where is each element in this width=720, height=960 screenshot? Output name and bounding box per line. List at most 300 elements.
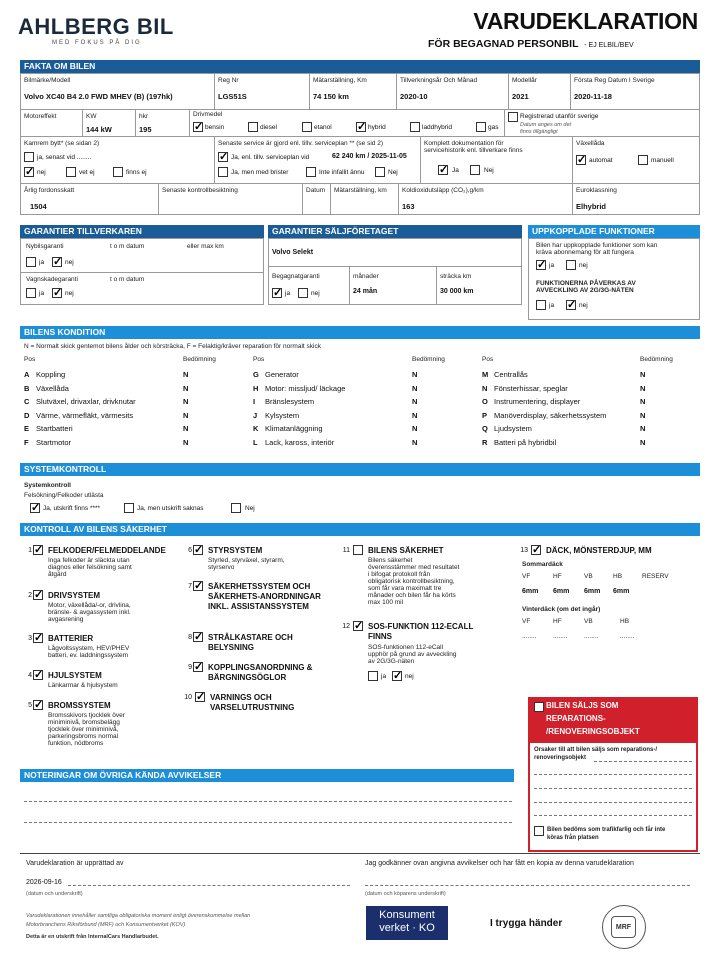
mrf-seal [602,905,646,949]
kondition-grade-f: N [183,438,189,447]
trygga-hander: I trygga händer [490,918,563,929]
item-12-desc-2: upphör på grund av avveckling [368,651,457,658]
item-9-number: 9 [188,664,192,671]
sos-ja-label: ja [381,673,387,680]
summer-vb-value: 6mm [584,588,601,595]
item-8-checkbox[interactable] [193,632,203,642]
trafikfarlig-label-1: Bilen bedöms som trafikfarlig och får inte [547,827,666,833]
dok-ja-checkbox[interactable] [438,165,448,175]
item-3-number: 3 [28,635,32,642]
buyer-signature-hint: (datum och köparens underskrift) [365,891,446,897]
trafikfarlig-checkbox[interactable] [534,826,544,836]
service-infallit-checkbox[interactable] [306,167,316,177]
vaxel-label: Växellåda [576,140,605,147]
item-5-desc-2: miniminivå, bromsbelägg [48,719,120,726]
mrf-seal-inner: MRF [611,916,636,938]
item-5-desc-3: tjocklek över miniminivå, [48,726,119,733]
kov-line-2: verket · KO [379,922,435,934]
tillv-label: Tillverkningsår Och Månad [400,77,478,84]
item-5-desc-5: funktion, nödbroms [48,740,104,747]
tire-col-reserv: RESERV [642,573,669,580]
beg-nej-checkbox[interactable] [298,288,308,298]
section-uppkopplade-header: UPPKOPPLADE FUNKTIONER [528,225,700,238]
uppkopplade-text-2: kräva abonnemang för att fungera [536,249,634,256]
winter-col-hb: HB [620,618,630,625]
item-4-checkbox[interactable] [33,670,43,680]
item-2-desc-1: Motor, växellåda/-or, drivlina, [48,602,131,609]
item-3-desc-1: Lågvoltssystem, HEV/PHEV [48,645,130,652]
kondition-grade-g: N [412,370,418,379]
item-1-number: 1 [28,547,32,554]
kov-line-1: Konsument [379,909,435,921]
drivmedel-label: Drivmedel [193,111,223,118]
service-label: Senaste service är gjord enl. tillv. serviceplan ** (se sid 2) [218,140,383,147]
felkod-utskrift-checkbox[interactable] [30,503,40,513]
kondition-pos-b: B [24,383,30,393]
stracka-label: sträcka km [440,273,472,280]
subtitle-suffix: - EJ ELBIL/BEV [584,42,634,49]
reparation-title-2: REPARATIONS- [546,714,606,723]
systemkontroll-subtitle: Systemkontroll [24,482,71,489]
sos-ja-checkbox[interactable] [368,671,378,681]
item-11-title: BILENS SÄKERHET [368,546,444,555]
kondition-name-i: Bränslesystem [265,397,315,407]
fuel-etanol-label: etanol [314,124,332,131]
påverkas-text-1: FUNKTIONERNA PÅVERKAS AV [536,280,636,287]
pos-header-3: Pos [482,356,494,363]
fuel-hybrid-label: hybrid [368,124,386,131]
item-1-desc-1: Inga felkoder är släckta utan [48,557,130,564]
fuel-hybrid-checkbox[interactable] [356,122,366,132]
fuel-gas-label: gas [488,124,499,131]
reparation-reason-2: renoveringsobjekt [534,755,587,761]
kondition-grade-e: N [183,424,189,434]
model-value: Volvo XC40 B4 2.0 FWD MHEV (B) (197hk) [24,92,173,101]
item-8-title: STRÅLKASTARE OCH BELYSNING [208,633,293,652]
vaxel-manuell-checkbox[interactable] [638,155,648,165]
grade-header-2: Bedömning [412,356,445,363]
dok-label-2: servicehistorik enl. tillverkare finns [424,147,523,154]
tire-col-vf: VF [522,573,531,580]
item-12-number: 12 [342,623,350,630]
item-2-title: DRIVSYSTEM [48,591,101,600]
kondition-name-b: Växellåda [36,383,69,393]
felkod-saknas-checkbox[interactable] [124,503,134,513]
kondition-name-l: Lack, kaross, interiör [265,438,335,447]
fuel-laddhybrid-label: laddhybrid [422,124,452,131]
beg-nej-label: nej [311,290,320,297]
kondition-grade-n: N [640,383,646,393]
kondition-grade-j: N [412,410,418,420]
disclaimer-2: Motorbranchens Riksförbund (MRF) och Konsumentverket (KOV) [26,922,186,928]
kamrem-finnsej-label: finns ej [126,169,147,176]
forsta-reg-label: Första Reg Datum I Sverige [574,77,655,84]
beg-garanti-label: Begagnatgaranti [272,273,320,280]
item-6-desc-1: Styrled, styrväxel, styrarm, [208,557,285,564]
trafikfarlig-label-2: köras från platsen [547,835,599,841]
item-2-number: 2 [28,592,32,599]
vagn-ja-label: ja [39,290,45,297]
kondition-pos-o: O [482,397,488,407]
winter-tire-label: Vinterdäck (om det ingår) [522,606,601,613]
section-sakerhet-header: KONTROLL AV BILENS SÄKERHET [20,523,700,536]
kondition-name-q: Ljudsystem [494,424,532,434]
kamrem-vetej-label: vet ej [79,169,95,176]
kondition-legend: N = Normalt skick gentemot bilens ålder och körsträcka, F = Felaktig/kräver reparation för normalt skick [24,343,321,350]
regnr-value: LGS51S [218,92,247,101]
item-3-title: BATTERIER [48,634,94,643]
item-12-desc-1: SOS-funktionen 112-eCall [368,644,444,651]
kamrem-nej-label: nej [37,169,46,176]
item-9-title: KOPPLINGSANORDNING & BÄRGNINGSÖGLOR [208,663,313,682]
fuel-diesel-checkbox[interactable] [248,122,258,132]
kondition-pos-p: P [482,410,488,420]
kamrem-senast-label: ja, senast vid ........ [37,154,92,161]
godkanner-label: Jag godkänner ovan angivna avvikelser och har fått en kopia av denna varudeklaration [365,860,634,867]
dok-ja-label: Ja [452,167,459,174]
hkr-label: hkr [139,113,149,120]
section-garanti-salj-header: GARANTIER SÄLJFÖRETAGET [268,225,522,238]
påverkas-nej-label: nej [579,302,588,309]
kondition-name-h: Motor: missljud/ läckage [265,383,346,393]
item-10-checkbox[interactable] [195,692,205,702]
noteringar-line-1[interactable] [24,801,512,802]
winter-col-vb: VB [584,618,593,625]
reparation-line-5[interactable] [534,815,692,816]
nybil-max-label: eller max km [187,243,224,250]
beg-ja-checkbox[interactable] [272,288,282,298]
tire-col-hf: HF [553,573,562,580]
logo: AHLBERG BIL [18,14,174,39]
kondition-pos-f: F [24,438,29,447]
kondition-name-d: Värme, värmefläkt, värmesits [36,410,134,420]
reparation-title-3: /RENOVERINGSOBJEKT [546,727,640,736]
fuel-etanol-checkbox[interactable] [302,122,312,132]
section-fakta-header: FAKTA OM BILEN [20,60,700,73]
kondition-name-a: Koppling [36,370,66,379]
felkod-utskrift-label: Ja, utskrift finns **** [43,505,101,512]
euro-value: Elhybrid [576,202,607,211]
summer-tire-label: Sommardäck [522,561,563,568]
item-9-checkbox[interactable] [193,662,203,672]
item-11-number: 11 [342,547,350,554]
datum-label: Datum [306,187,326,194]
nybil-nej-checkbox[interactable] [52,257,62,267]
item-12-checkbox[interactable] [353,621,363,631]
nybil-tom-label: t o m datum [110,243,145,250]
item-1-checkbox[interactable] [33,545,43,555]
dok-label-1: Komplett dokumentation för [424,140,504,147]
kondition-grade-r: N [640,438,646,447]
modellar-value: 2021 [512,92,529,101]
item-13-checkbox[interactable] [531,545,541,555]
subtitle-main: FÖR BEGAGNAD PERSONBIL [428,38,579,50]
påverkas-ja-checkbox[interactable] [536,300,546,310]
item-11-desc-7: max 100 mil [368,599,404,606]
vaxel-manuell-label: manuell [651,157,674,164]
winter-col-vf: VF [522,618,531,625]
pos-header-1: Pos [24,356,36,363]
kondition-grade-k: N [412,424,418,434]
item-11-desc-1: Bilens säkerhet [368,557,413,564]
kondition-grade-c: N [183,397,189,407]
vagn-nej-checkbox[interactable] [52,288,62,298]
hkr-value: 195 [139,125,152,134]
kondition-name-c: Slutväxel, drivaxlar, drivknutar [36,397,136,407]
kondition-grade-d: N [183,410,189,420]
item-2-desc-2: bränsle- & avgassystem inkl. [48,609,131,616]
item-4-desc-1: Länkarmar & hjulsystem [48,682,118,689]
kondition-name-e: Startbatteri [36,424,73,434]
item-5-desc-4: parkeringsbroms normal [48,733,119,740]
uppkopplade-nej-checkbox[interactable] [566,260,576,270]
kw-value: 144 kW [86,125,112,134]
registrerad-utanfor-checkbox[interactable] [508,112,518,122]
uppkopplade-nej-label: nej [579,262,588,269]
felkod-nej-checkbox[interactable] [231,503,241,513]
kondition-grade-a: N [183,370,189,379]
seller-signature-line[interactable] [68,885,350,886]
service-infallit-label: Inte infallit ännu [319,169,365,176]
uppkopplade-ja-label: ja [549,262,555,269]
kondition-name-m: Centrallås [494,370,528,379]
reparation-title-1: BILEN SÄLJS SOM [546,701,619,710]
item-1-desc-3: åtgärd [48,571,67,578]
reparation-line-3[interactable] [534,788,692,789]
vagn-tom-label: t o m datum [110,276,145,283]
winter-vf-value: ........ [522,633,537,640]
påverkas-ja-label: ja [549,302,555,309]
model-label: Bilmärke/Modell [24,77,71,84]
item-12-desc-3: av 2G/3G-näten [368,658,415,665]
co2-label: Koldioxidutsläpp (CO₂),g/km [402,187,484,194]
kondition-name-k: Klimatanläggning [265,424,323,434]
item-4-title: HJULSYSTEM [48,671,102,680]
item-5-title: BROMSSYSTEM [48,701,111,710]
item-5-desc-1: Bromsskivors tjocklek över [48,712,125,719]
kondition-pos-g: G [253,370,259,379]
reparation-line-2[interactable] [534,774,692,775]
uppkopplade-text-1: Bilen har uppkopplade funktioner som kan [536,242,658,249]
felkod-nej-label: Nej [245,505,255,512]
kondition-name-n: Fönsterhissar, speglar [494,383,568,393]
matar-label: Mätarställning, Km [313,77,367,84]
kondition-grade-b: N [183,383,189,393]
utanfor-note-1: Datum anges om det [520,122,572,128]
kondition-grade-q: N [640,424,646,434]
buyer-signature-line[interactable] [365,885,690,886]
vagn-label: Vagnskadegaranti [26,276,78,283]
modellar-label: Modellår [512,77,537,84]
kondition-pos-r: R [482,438,488,447]
item-3-checkbox[interactable] [33,633,43,643]
service-nej-label: Nej [388,169,398,176]
item-5-checkbox[interactable] [33,700,43,710]
winter-col-hf: HF [553,618,562,625]
utanfor-note-2: finns tillgängligt [520,129,558,135]
item-7-number: 7 [188,583,192,590]
kamrem-finnsej-checkbox[interactable] [113,167,123,177]
summer-hf-value: 6mm [553,588,570,595]
service-nej-checkbox[interactable] [375,167,385,177]
tire-col-hb: HB [613,573,623,580]
uppkopplade-ja-checkbox[interactable] [536,260,546,270]
kondition-name-f: Startmotor [36,438,72,447]
item-6-checkbox[interactable] [193,545,203,555]
kondition-pos-e: E [24,424,30,434]
reparation-checkbox[interactable] [534,702,544,712]
item-11-checkbox[interactable] [353,545,363,555]
kondition-name-j: Kylsystem [265,410,300,420]
item-11-desc-5: som får vara maximalt tre [368,585,442,592]
reparation-reason-1: Orsaker till att bilen säljs som reparations-/ [534,747,658,753]
item-12-title: SOS-FUNKTION 112-ECALL FINNS [368,622,474,641]
nybil-ja-checkbox[interactable] [26,257,36,267]
item-6-number: 6 [188,547,192,554]
fuel-laddhybrid-checkbox[interactable] [410,122,420,132]
kondition-grade-m: N [640,370,646,379]
reparation-line-1[interactable] [594,761,692,762]
fuel-diesel-label: diesel [260,124,277,131]
grade-header-1: Bedömning [183,356,216,363]
kondition-pos-j: J [253,410,258,420]
vagn-nej-label: nej [65,290,74,297]
kondition-pos-d: D [24,410,30,420]
item-11-desc-3: i bifogat protokoll från [368,571,431,578]
tillv-value: 2020-10 [400,92,428,101]
euro-label: Euroklassning [576,187,617,194]
konsumentverket-logo [366,906,448,940]
matar2-label: Mätarställning, km [334,187,387,194]
kondition-grade-p: N [640,410,646,420]
grade-header-3: Bedömning [640,356,673,363]
kondition-pos-m: M [482,370,489,379]
section-garanti-tillv-header: GARANTIER TILLVERKAREN [20,225,264,238]
kondition-name-g: Generator [265,370,299,379]
vagn-ja-checkbox[interactable] [26,288,36,298]
section-noteringar-header: NOTERINGAR OM ÖVRIGA KÄNDA AVVIKELSER [20,769,514,782]
pos-header-2: Pos [253,356,265,363]
service-value: 62 240 km / 2025-11-05 [332,153,407,160]
vaxel-automat-label: automat [589,157,613,164]
kontroll-label: Senaste kontrollbesiktning [162,187,238,194]
kamrem-nej-checkbox[interactable] [24,167,34,177]
dok-nej-checkbox[interactable] [470,165,480,175]
item-11-desc-4: obligatorisk kontrollbesiktning, [368,578,455,585]
kamrem-ja-checkbox[interactable] [24,152,34,162]
noteringar-line-2[interactable] [24,822,512,823]
skatt-label: Årlig fordonsskatt [24,187,75,194]
nybil-label: Nybilsgaranti [26,243,64,250]
systemkontroll-question: Felsökning/Felkoder utlästa [24,492,104,499]
kamrem-label: Kamrem bytt* (se sidan 2) [24,140,100,147]
item-1-title: FELKODER/FELMEDDELANDE [48,546,166,555]
kondition-name-o: Instrumentering, displayer [494,397,581,407]
vaxel-automat-checkbox[interactable] [576,155,586,165]
section-systemkontroll-header: SYSTEMKONTROLL [20,463,700,476]
forsta-reg-value: 2020-11-18 [574,92,612,101]
upprattad-label: Varudeklaration är upprättad av [26,860,124,867]
item-10-number: 10 [184,694,192,701]
manader-value: 24 mån [353,288,378,295]
winter-hb-value: ........ [620,633,635,640]
kondition-pos-c: C [24,397,30,407]
kondition-pos-n: N [482,383,488,393]
item-2-checkbox[interactable] [33,590,43,600]
item-4-number: 4 [28,672,32,679]
disclaimer-1: Varudeklarationen innehåller samtliga obligatoriska moment enligt överenskommelse mellan [26,913,251,919]
item-7-title: SÄKERHETSSYSTEM OCH SÄKERHETS-ANORDNINGAR INKL. ASSISTANSSYSTEM [208,582,321,611]
felkod-saknas-label: Ja, men utskrift saknas [137,505,204,512]
item-11-desc-6: månader och bilen får ha körts [368,592,456,599]
kondition-pos-l: L [253,438,258,447]
manader-label: månader [353,273,379,280]
skatt-value: 1504 [30,202,47,211]
fuel-gas-checkbox[interactable] [476,122,486,132]
kondition-grade-i: N [412,397,418,407]
fuel-bensin-label: bensin [205,124,225,131]
utskrift-note: Detta är en utskrift från InternalCars Handlarbudet. [26,934,159,940]
dok-nej-label: Nej [484,167,494,174]
winter-vb-value: ........ [584,633,599,640]
påverkas-text-2: AVVECKLING AV 2G/3G-NÄTEN [536,287,634,294]
item-13-number: 13 [520,547,528,554]
sos-nej-label: nej [405,673,414,680]
item-6-desc-2: styrservo [208,564,235,571]
winter-hf-value: ........ [553,633,568,640]
tire-col-vb: VB [584,573,593,580]
kondition-name-p: Manöverdisplay, säkerhetssystem [494,410,607,420]
summer-vf-value: 6mm [522,588,539,595]
motoreffekt-label: Motoreffekt [24,113,57,120]
item-1-desc-2: diagnos eller felsökning samt [48,564,132,571]
seller-signature-hint: (datum och underskrift) [26,891,83,897]
beg-ja-label: ja [285,290,291,297]
kondition-pos-i: I [253,397,256,407]
service-ja-checkbox[interactable] [218,152,228,162]
item-13-title: DÄCK, MÖNSTERDJUP, MM [546,546,652,555]
nybil-nej-label: nej [65,259,74,266]
item-2-desc-3: avgasrening [48,616,84,623]
nybil-ja-label: ja [39,259,45,266]
stracka-value: 30 000 km [440,288,474,295]
document-title: VARUDEKLARATION [473,8,698,34]
upprattad-date: 2026-09-16 [26,879,62,886]
kondition-pos-h: H [253,383,259,393]
kondition-pos-q: Q [482,424,488,434]
service-brister-checkbox[interactable] [218,167,228,177]
reparation-line-4[interactable] [534,802,692,803]
item-6-title: STYRSYSTEM [208,546,263,555]
document-subtitle [428,38,634,50]
påverkas-nej-checkbox[interactable] [566,300,576,310]
summer-hb-value: 6mm [613,588,630,595]
registrerad-utanfor-label: Registrerad utanför sverige [520,113,599,120]
logo-tagline: MED FOKUS PÅ DIG [52,40,142,46]
fuel-bensin-checkbox[interactable] [193,122,203,132]
matar-value: 74 150 km [313,92,349,101]
kamrem-vetej-checkbox[interactable] [66,167,76,177]
item-7-checkbox[interactable] [193,581,203,591]
kondition-grade-o: N [640,397,646,407]
kondition-grade-l: N [412,438,418,447]
sos-nej-checkbox[interactable] [392,671,402,681]
kondition-pos-a: A [24,370,30,379]
kondition-grade-h: N [412,383,418,393]
regnr-label: Reg Nr [218,77,239,84]
kw-label: KW [86,113,97,120]
section-kondition-header: BILENS KONDITION [20,326,700,339]
